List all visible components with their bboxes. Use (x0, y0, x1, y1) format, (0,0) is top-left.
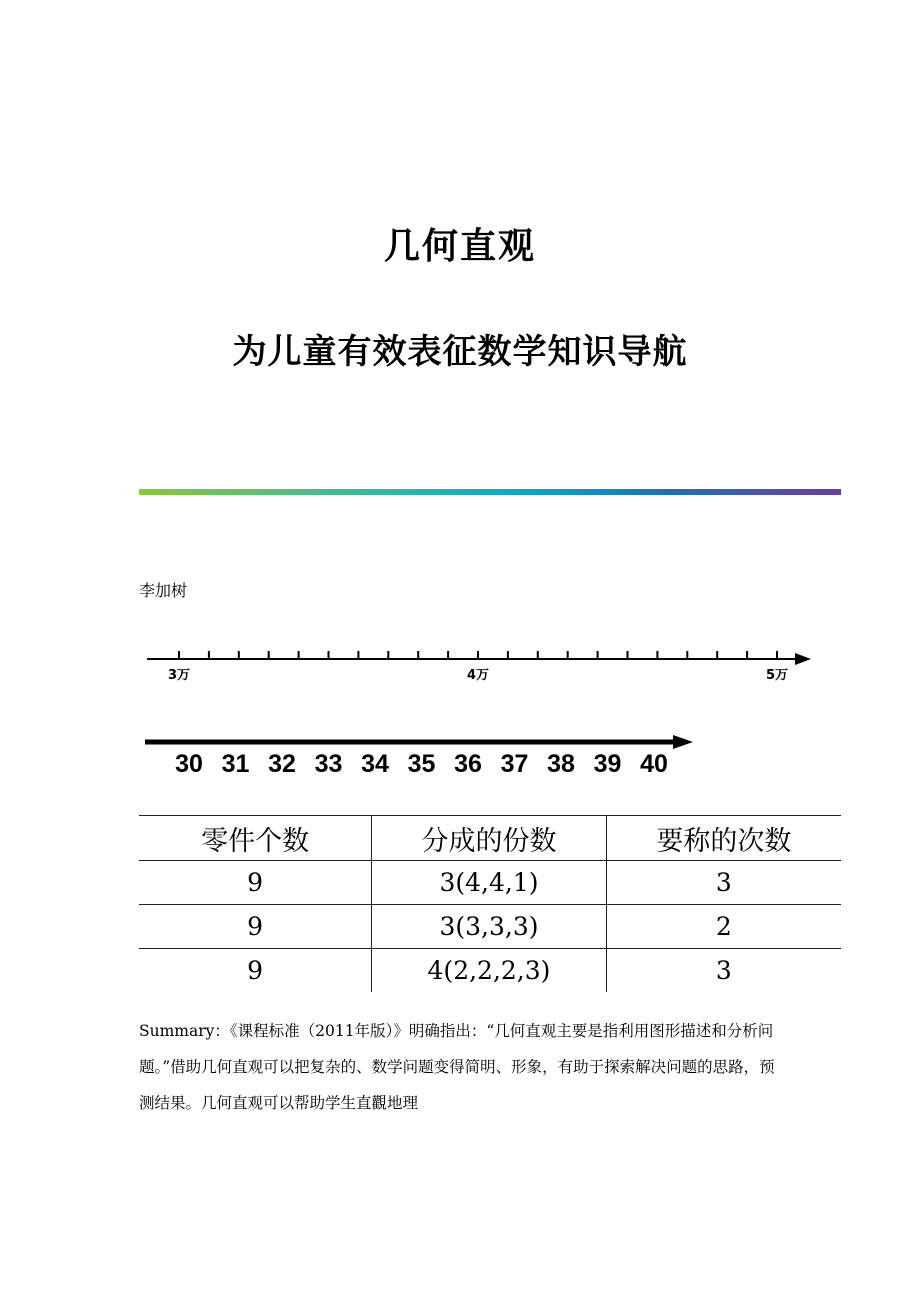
table-row (139, 905, 841, 949)
number-line-number: 38 (547, 750, 575, 778)
number-line-number: 40 (640, 750, 668, 778)
column-header: 分成的份数 (372, 816, 607, 861)
number-line-number: 30 (175, 750, 203, 778)
column-header: 要称的次数 (606, 816, 841, 861)
number-line-arrow (795, 653, 811, 665)
table-cell: 3(4,4,1) (372, 861, 607, 905)
number-line-arrow (673, 735, 693, 749)
gradient-divider (139, 489, 841, 495)
number-line-number: 32 (268, 750, 296, 778)
table-cell: 9 (139, 905, 372, 949)
number-line-number: 35 (407, 750, 436, 778)
number-line-30-to-40 (139, 730, 699, 780)
table-cell: 2 (606, 905, 841, 949)
table-cell: 9 (139, 949, 372, 993)
number-line-number: 36 (454, 750, 482, 778)
document-subtitle: 为儿童有效表征数学知识导航 (232, 332, 688, 372)
column-header: 零件个数 (139, 816, 372, 861)
number-line-label: 4万 (466, 668, 490, 683)
number-line-number: 34 (361, 750, 389, 778)
table-row (139, 949, 841, 993)
table-cell: 9 (139, 861, 372, 905)
table-cell: 3(3,3,3) (372, 905, 607, 949)
number-line-label: 3万 (167, 668, 191, 683)
document-title: 几何直观 (383, 226, 536, 267)
number-line-number: 37 (500, 750, 529, 778)
table-cell: 4(2,2,2,3) (372, 949, 607, 993)
table-cell: 3 (606, 949, 841, 993)
table-header-row (139, 816, 841, 861)
summary-paragraph: Summary：《课程标准（2011年版）》明确指出：“几何直观主要是指利用图形描述和分析问题。”借助几何直观可以把复杂的、数学问题变得简明、形象，有助于探索解决问题的思路，预测结果。几何直观可以帮助学生直觀地理 (139, 1022, 775, 1112)
number-line-number: 31 (221, 750, 250, 778)
number-line-number: 33 (314, 750, 343, 778)
parts-weighing-table (139, 815, 841, 992)
number-line-number: 39 (593, 750, 622, 778)
table-cell: 3 (606, 861, 841, 905)
number-line-label: 5万 (765, 668, 789, 683)
table-row (139, 861, 841, 905)
author-name: 李加树 (139, 581, 188, 600)
number-line-ten-thousands (139, 625, 819, 687)
